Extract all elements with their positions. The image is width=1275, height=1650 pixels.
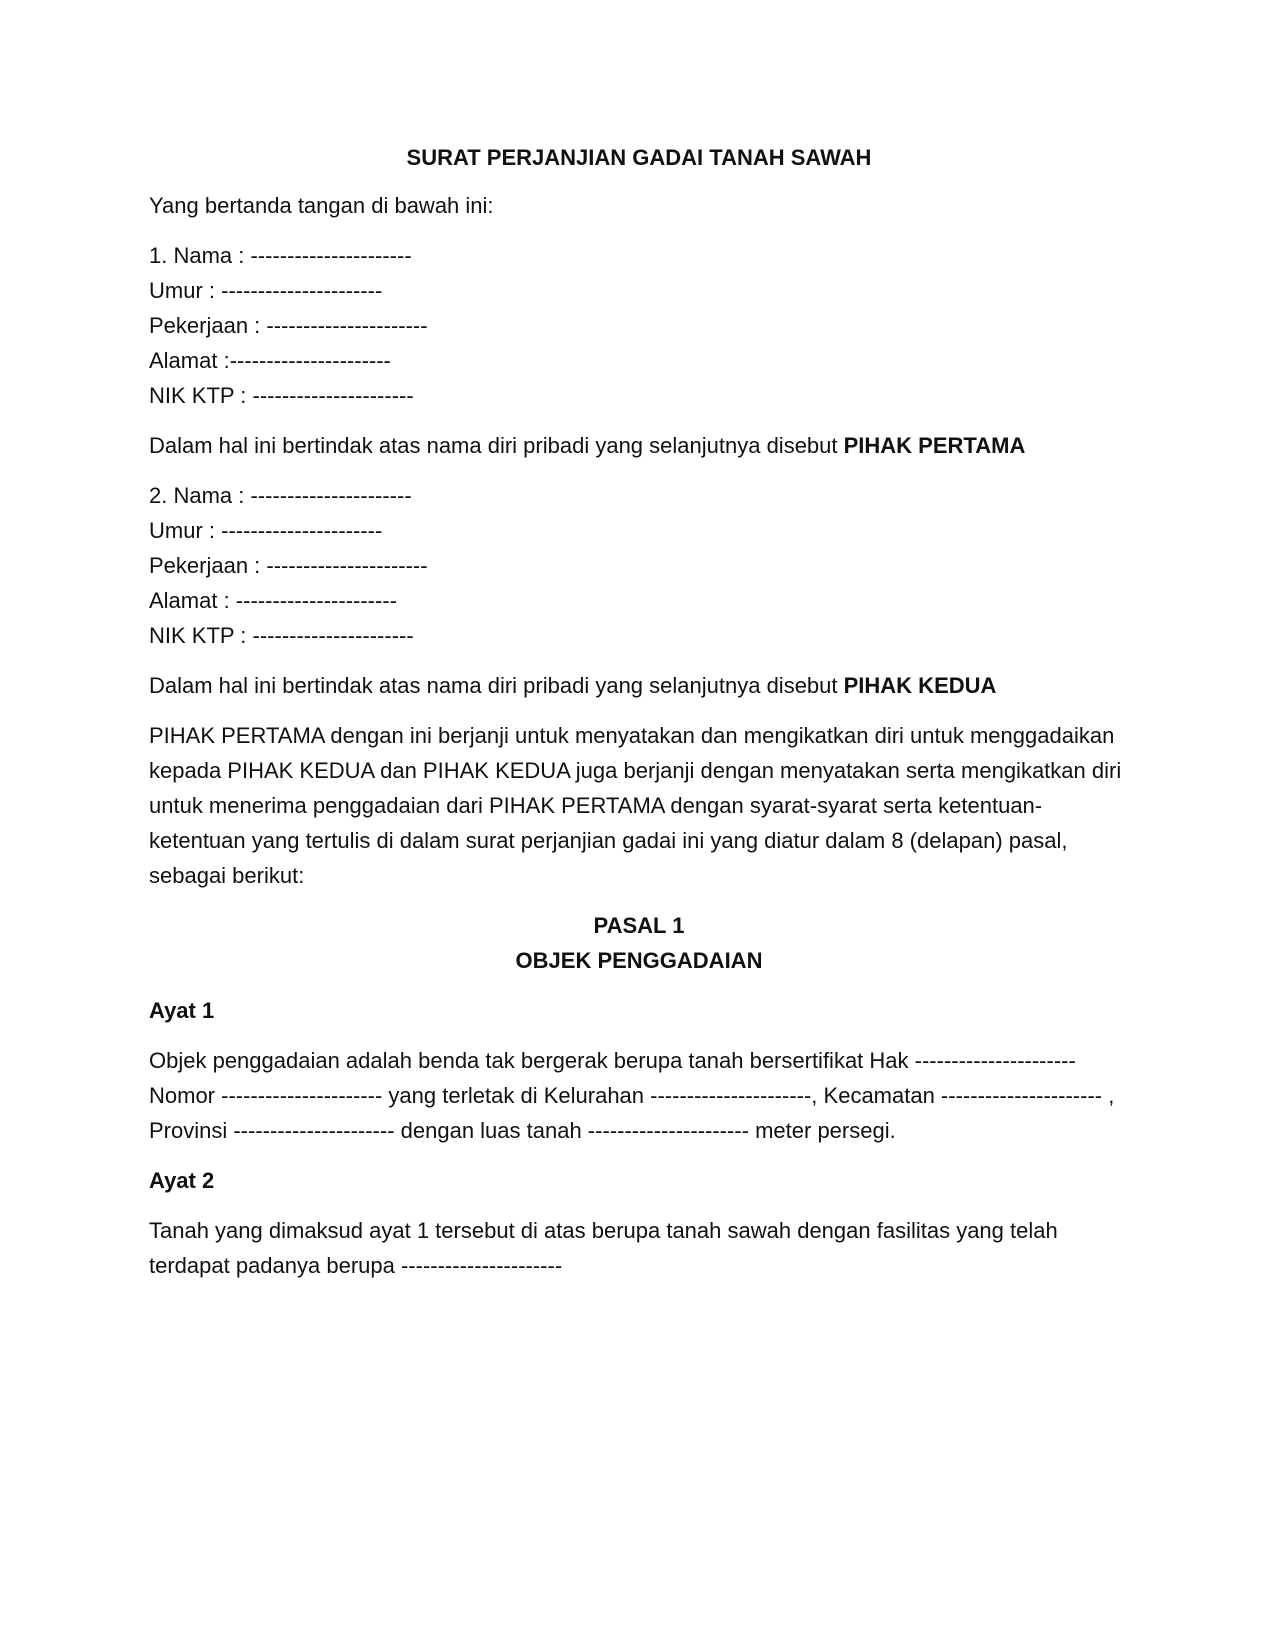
- party1-role-label: PIHAK PERTAMA: [843, 433, 1026, 458]
- party2-age-field: Umur : ----------------------: [149, 518, 383, 543]
- party2-role-statement: [149, 668, 1129, 703]
- intro-text: Yang bertanda tangan di bawah ini:: [149, 193, 494, 218]
- party1-nik-field: NIK KTP : ----------------------: [149, 383, 414, 408]
- party2-name-field: 2. Nama : ----------------------: [149, 483, 412, 508]
- party1-details: [149, 238, 1129, 413]
- party1-role-text: Dalam hal ini bertindak atas nama diri pribadi yang selanjutnya disebut: [149, 433, 844, 458]
- party1-age-field: Umur : ----------------------: [149, 278, 383, 303]
- pasal1-number: PASAL 1: [593, 913, 685, 938]
- pasal1-ayat1-label: Ayat 1: [149, 998, 215, 1023]
- pasal1-ayat2-text: Tanah yang dimaksud ayat 1 tersebut di atas berupa tanah sawah dengan fasilitas yang telah terdapat padanya berupa ----------------------: [149, 1218, 1058, 1278]
- document-page: [149, 140, 1129, 1298]
- party1-role-statement: [149, 428, 1129, 463]
- pasal1-ayat2-label: Ayat 2: [149, 1168, 215, 1193]
- party2-role-label: PIHAK KEDUA: [843, 673, 997, 698]
- party2-details: [149, 478, 1129, 653]
- pasal1-title: OBJEK PENGGADAIAN: [515, 948, 763, 973]
- party1-address-field: Alamat :----------------------: [149, 348, 391, 373]
- party2-nik-field: NIK KTP : ----------------------: [149, 623, 414, 648]
- party2-role-text: Dalam hal ini bertindak atas nama diri pribadi yang selanjutnya disebut: [149, 673, 844, 698]
- party2-job-field: Pekerjaan : ----------------------: [149, 553, 428, 578]
- party1-job-field: Pekerjaan : ----------------------: [149, 313, 428, 338]
- agreement-paragraph: PIHAK PERTAMA dengan ini berjanji untuk menyatakan dan mengikatkan diri untuk menggadaikan kepada PIHAK KEDUA dan PIHAK KEDUA juga berjanji dengan menyatakan serta mengikatkan diri untuk menerima penggadaian dari PIHAK PERTAMA dengan syarat-syarat serta ketentuan-ketentuan yang tertulis di dalam surat perjanjian gadai ini yang diatur dalam 8 (delapan) pasal, sebagai berikut:: [149, 723, 1122, 888]
- party2-address-field: Alamat : ----------------------: [149, 588, 397, 613]
- document-title: SURAT PERJANJIAN GADAI TANAH SAWAH: [406, 145, 872, 170]
- pasal1-ayat1-text: Objek penggadaian adalah benda tak bergerak berupa tanah bersertifikat Hak ---------------------- Nomor ---------------------- yang terletak di Kelurahan ----------------------, Kecamatan ---------------------- , Provinsi ---------------------- dengan luas tanah ---------------------- meter persegi.: [149, 1048, 1115, 1143]
- pasal1-heading: [149, 908, 1129, 978]
- party1-name-field: 1. Nama : ----------------------: [149, 243, 412, 268]
